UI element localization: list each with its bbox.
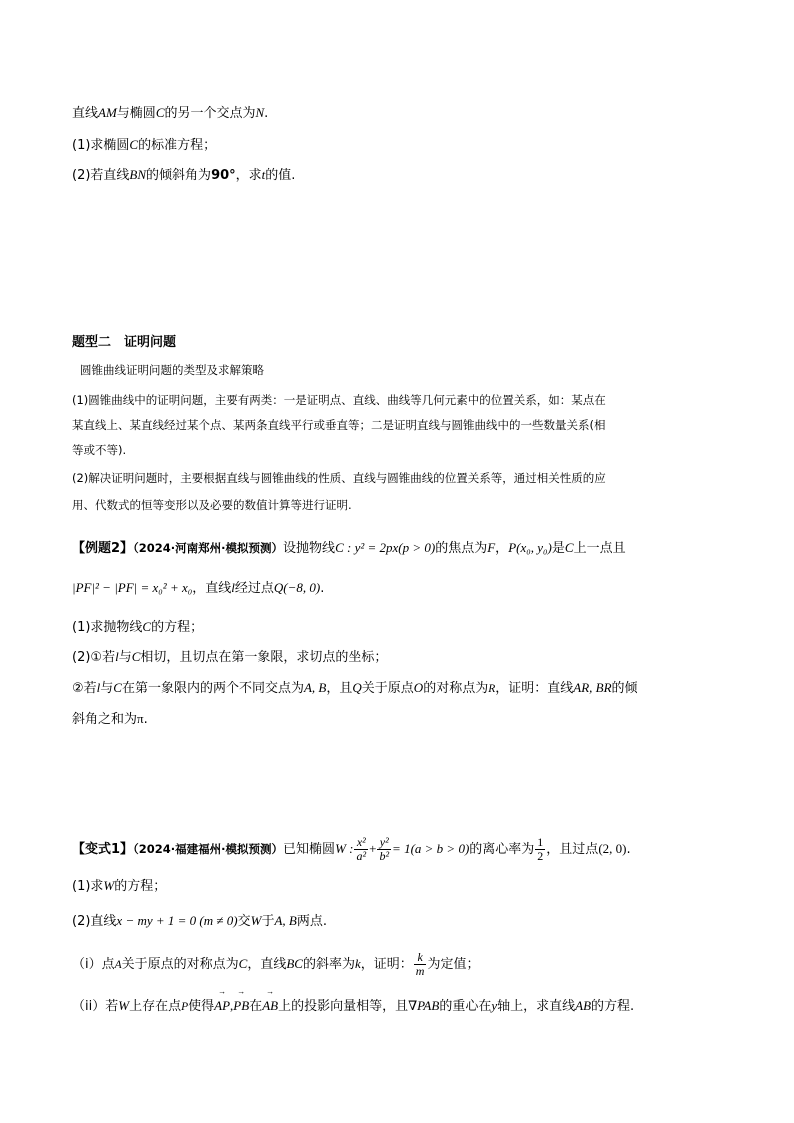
text: 的对称点为 — [423, 681, 489, 696]
math: t — [261, 167, 266, 182]
source: （2024·河南郑州·模拟预测） — [133, 541, 284, 555]
variant-tag: 【变式1】 — [72, 842, 134, 857]
math: (2, 0) — [598, 841, 627, 856]
text: 直线 — [72, 106, 99, 121]
example-2-q3-cont — [72, 710, 148, 729]
text: 的方程； — [151, 620, 204, 635]
numerator: y² — [377, 836, 391, 850]
math: A, B — [303, 680, 327, 695]
math: y — [491, 998, 498, 1013]
text: 已知椭圆 — [283, 842, 336, 857]
math: C : y² = 2px(p > 0) — [335, 540, 436, 555]
text: ， — [495, 541, 509, 556]
vector-PB: → PB — [233, 997, 249, 1015]
text: 在第一象限内的两个不同交点为 — [121, 681, 304, 696]
source: （2024·福建福州·模拟预测） — [133, 842, 284, 856]
numerator: k — [414, 951, 427, 965]
text: 的标准方程； — [138, 138, 217, 153]
text: (1)求椭圆 — [72, 138, 130, 153]
math: Q(−8, 0) — [273, 580, 321, 595]
text: . — [264, 106, 269, 121]
math: AB — [575, 998, 592, 1013]
math: π — [137, 711, 144, 726]
text: ，证明：直线 — [495, 681, 574, 696]
fraction-k-m — [414, 951, 427, 978]
numerator: 1 — [537, 835, 544, 849]
math: A, B — [274, 913, 297, 928]
text: 交 — [237, 914, 251, 929]
text: (2)直线 — [72, 914, 117, 929]
math: , — [230, 998, 234, 1013]
text: (1)求抛物线 — [72, 620, 143, 635]
example-tag: 【例题2】 — [72, 541, 134, 556]
math: + — [369, 841, 377, 856]
math: C — [129, 137, 139, 152]
text: ②若 — [72, 681, 97, 696]
example-2-q3 — [72, 679, 638, 698]
math: W — [250, 913, 262, 928]
text: 与 — [100, 681, 114, 696]
math: W : — [335, 841, 354, 856]
text: ，证明： — [360, 957, 413, 972]
text: ，直线 — [192, 581, 232, 596]
math: C — [142, 619, 152, 634]
variant-1-stem — [72, 836, 631, 863]
denominator: 2 — [537, 849, 544, 863]
math: AM — [98, 105, 117, 120]
example-2-q1 — [72, 618, 203, 637]
text: . — [626, 842, 631, 857]
text: 使得 — [188, 999, 215, 1014]
text: 上存在点 — [129, 999, 182, 1014]
text: 的重心在 — [439, 999, 492, 1014]
math: O — [413, 680, 424, 695]
text: (2)①若 — [72, 650, 116, 665]
math: Q — [352, 680, 362, 695]
text: 两点. — [296, 914, 328, 929]
section-heading: 题型二 证明问题 — [72, 335, 177, 350]
fraction-x2-a2 — [354, 836, 368, 863]
text: (1)求 — [72, 879, 104, 894]
text: ，且 — [326, 681, 353, 696]
text: 设抛物线 — [283, 541, 336, 556]
vector-AP: → AP — [214, 997, 230, 1015]
strategy-1-line-1: (1)圆锥曲线中的证明问题，主要有两类：一是证明点、直线、曲线等几何元素中的位置关系，如：某点在 — [72, 393, 606, 407]
math: BC — [286, 956, 303, 971]
variant-1-q1 — [72, 877, 166, 896]
text: 的倾 — [611, 681, 638, 696]
math: |PF|² − |PF| = x₀² + x₀ — [72, 580, 193, 595]
math: C — [113, 680, 122, 695]
math: l — [115, 649, 119, 664]
numerator: x² — [354, 836, 368, 850]
text: 上一点且 — [573, 541, 626, 556]
math: C — [564, 540, 574, 555]
math: W — [118, 998, 130, 1013]
strategy-2-line-2: 用、代数式的恒等变形以及必要的数值计算等进行证明. — [72, 498, 352, 512]
line-intersection-N — [72, 104, 268, 123]
text: 在 — [249, 999, 263, 1014]
strategy-2-line-1: (2)解决证明问题时，主要根据直线与圆锥曲线的性质、直线与圆锥曲线的位置关系等，通过相关性质的应 — [72, 471, 606, 485]
text: 的方程； — [114, 879, 167, 894]
text: 的倾斜角为 — [146, 168, 212, 183]
math: l — [231, 580, 235, 595]
text: 的另一个交点为 — [164, 106, 256, 121]
example-2-q2 — [72, 648, 387, 667]
text: ，且过点 — [546, 842, 599, 857]
variant-1-q2 — [72, 912, 327, 931]
math: = 1(a > b > 0) — [392, 841, 470, 856]
text: 于 — [261, 914, 275, 929]
text: 相切，且切点在第一象限，求切点的坐标； — [140, 650, 388, 665]
example-2-stem-2 — [72, 579, 324, 598]
text: 是 — [551, 541, 565, 556]
text: ，直线 — [247, 957, 287, 972]
math: P — [181, 1001, 189, 1013]
math: A — [114, 959, 122, 971]
text: 的焦点为 — [435, 541, 488, 556]
text: 为定值； — [427, 957, 480, 972]
text: 的值. — [265, 168, 296, 183]
text: 经过点 — [234, 581, 274, 596]
denominator: a² — [356, 849, 367, 863]
text: （i）点 — [72, 957, 115, 972]
math: x − my + 1 = 0 (m ≠ 0) — [116, 913, 238, 928]
question-2 — [72, 166, 295, 185]
text: 关于原点 — [361, 681, 414, 696]
strategy-1-line-3: 等或不等). — [72, 443, 127, 457]
text: 轴上，求直线 — [497, 999, 576, 1014]
math: P(x₀, y₀) — [508, 540, 552, 555]
text: ，求 — [235, 168, 262, 183]
math: F — [487, 540, 496, 555]
text: 关于原点的对称点为 — [121, 957, 239, 972]
text: . — [143, 712, 148, 727]
math: k — [355, 956, 361, 971]
math: C — [155, 105, 165, 120]
math: BN — [129, 167, 147, 182]
text: 的离心率为 — [469, 842, 535, 857]
vector-AB: → AB — [262, 997, 278, 1015]
strategy-1-line-2: 某直线上、某直线经过某个点、某两条直线平行或垂直等；二是证明直线与圆锥曲线中的一些数量关系(相 — [72, 418, 606, 432]
denominator: m — [415, 964, 425, 978]
variant-1-qii — [72, 997, 634, 1016]
text: （ii）若 — [72, 999, 119, 1014]
math: N — [255, 105, 265, 120]
question-1 — [72, 136, 216, 155]
text: 上的投影向量相等，且 — [278, 999, 409, 1014]
math: l — [96, 680, 101, 695]
math: R — [488, 683, 496, 695]
text: 的方程. — [591, 999, 635, 1014]
math: C — [131, 649, 141, 664]
example-2-stem — [72, 539, 626, 558]
denominator: b² — [379, 849, 390, 863]
math: AR, BR — [573, 680, 612, 695]
math: C — [238, 956, 248, 971]
math: ∇PAB — [408, 998, 440, 1013]
text: 与椭圆 — [116, 106, 156, 121]
fraction-one-half — [535, 836, 545, 863]
text: . — [320, 581, 325, 596]
text: (2)若直线 — [72, 168, 130, 183]
text: 与 — [118, 650, 132, 665]
fraction-y2-b2 — [377, 836, 391, 863]
text: 的斜率为 — [302, 957, 355, 972]
math: W — [103, 878, 115, 893]
section-subheading: 圆锥曲线证明问题的类型及求解策略 — [80, 363, 264, 377]
text: 斜角之和为 — [72, 712, 138, 727]
variant-1-qi — [72, 951, 479, 978]
text: 90° — [211, 168, 236, 183]
